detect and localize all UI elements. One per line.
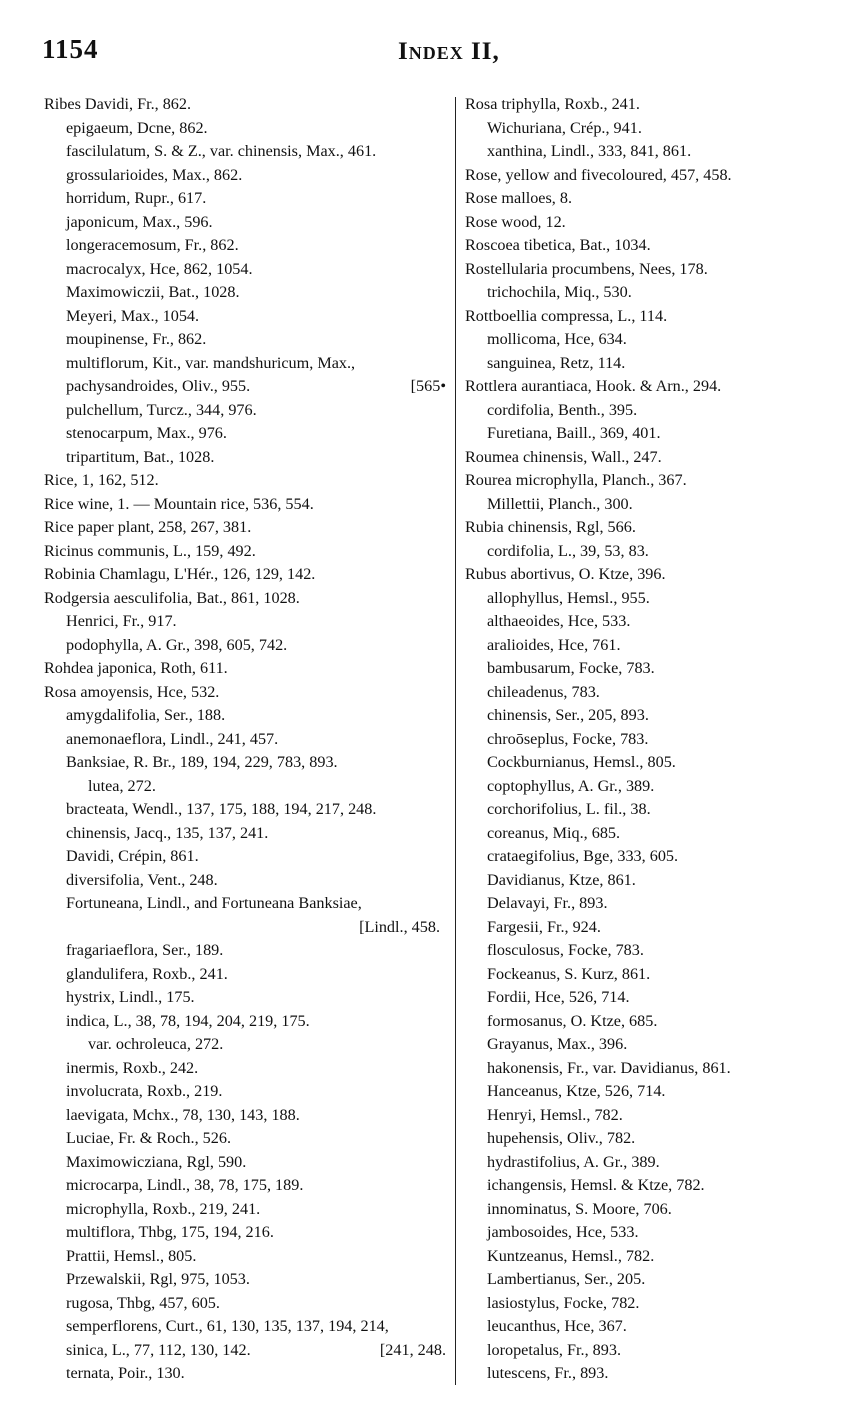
entry-text: innominatus, S. Moore, 706. — [487, 1199, 672, 1218]
entry-text: podophylla, A. Gr., 398, 605, 742. — [66, 635, 288, 654]
index-subentry — [44, 963, 452, 987]
index-subentry — [465, 540, 815, 564]
entry-text: Rose wood, 12. — [465, 212, 566, 231]
index-subentry — [465, 681, 815, 705]
index-subentry — [465, 493, 815, 517]
index-entry-continuation — [44, 916, 452, 940]
index-subentry — [465, 798, 815, 822]
index-entry — [44, 681, 452, 705]
index-subentry — [44, 1104, 452, 1128]
index-subentry — [465, 657, 815, 681]
index-subentry — [44, 822, 452, 846]
index-entry — [465, 211, 815, 235]
entry-text: involucrata, Roxb., 219. — [66, 1082, 223, 1100]
index-subentry — [44, 1127, 452, 1151]
index-entry — [44, 493, 452, 517]
index-subentry — [465, 422, 815, 446]
index-subentry — [465, 1268, 815, 1292]
index-subentry — [44, 869, 452, 893]
index-subentry — [44, 187, 452, 211]
column-divider — [455, 97, 456, 1385]
entry-text: diversifolia, Vent., 248. — [66, 870, 218, 889]
entry-text: Fargesii, Fr., 924. — [487, 917, 601, 936]
index-subentry — [44, 1033, 452, 1057]
entry-text: pachysandroides, Oliv., 955. — [66, 377, 251, 395]
entry-text: Rice paper plant, 258, 267, 381. — [44, 518, 252, 536]
index-entry — [465, 375, 815, 399]
index-subentry — [465, 822, 815, 846]
index-subentry — [44, 422, 452, 446]
entry-text: Hanceanus, Ktze, 526, 714. — [487, 1082, 666, 1100]
index-subentry — [44, 258, 452, 282]
entry-text: bracteata, Wendl., 137, 175, 188, 194, 217, 248. — [66, 800, 377, 818]
index-subentry — [465, 1339, 815, 1363]
page-number: 1154 — [42, 34, 99, 64]
index-subentry — [465, 1221, 815, 1245]
index-subentry — [465, 1362, 815, 1386]
entry-text: ichangensis, Hemsl. & Ktze, 782. — [487, 1176, 705, 1194]
index-subentry — [44, 1292, 452, 1316]
entry-text: pulchellum, Turcz., 344, 976. — [66, 400, 257, 419]
entry-text: Delavayi, Fr., 893. — [487, 894, 608, 912]
index-subentry — [465, 610, 815, 634]
index-subentry — [465, 281, 815, 305]
left-index-column — [44, 93, 452, 1386]
entry-text: lasiostylus, Focke, 782. — [487, 1293, 640, 1312]
index-subentry — [465, 328, 815, 352]
entry-text: lutea, 272. — [88, 776, 156, 795]
index-subentry — [44, 352, 452, 376]
index-entry — [465, 258, 815, 282]
entry-text: Rose, yellow and fivecoloured, 457, 458. — [465, 165, 732, 184]
entry-text: Rubia chinensis, Rgl, 566. — [465, 518, 636, 536]
index-subentry — [465, 634, 815, 658]
index-entry — [44, 657, 452, 681]
entry-text: Furetiana, Baill., 369, 401. — [487, 424, 661, 442]
index-entry — [465, 305, 815, 329]
entry-text: chroōseplus, Focke, 783. — [487, 729, 649, 748]
index-subentry — [465, 1104, 815, 1128]
entry-text: Przewalskii, Rgl, 975, 1053. — [66, 1270, 250, 1288]
index-subentry — [44, 939, 452, 963]
index-subentry — [44, 281, 452, 305]
index-subentry — [465, 963, 815, 987]
entry-text: fragariaeflora, Ser., 189. — [66, 941, 224, 959]
entry-text: indica, L., 38, 78, 194, 204, 219, 175. — [66, 1011, 310, 1030]
index-subentry — [44, 375, 452, 399]
entry-text: formosanus, O. Ktze, 685. — [487, 1011, 658, 1030]
entry-text: Rourea microphylla, Planch., 367. — [465, 471, 687, 489]
entry-text: macrocalyx, Hce, 862, 1054. — [66, 259, 253, 278]
index-subentry — [44, 728, 452, 752]
entry-text: laevigata, Mchx., 78, 130, 143, 188. — [66, 1105, 300, 1124]
index-subentry — [465, 1010, 815, 1034]
index-subentry — [44, 211, 452, 235]
index-subentry — [44, 1080, 452, 1104]
entry-text: chinensis, Ser., 205, 893. — [487, 706, 649, 724]
entry-text: Henryi, Hemsl., 782. — [487, 1105, 623, 1124]
entry-text: chileadenus, 783. — [487, 682, 600, 701]
entry-text: Meyeri, Max., 1054. — [66, 306, 200, 325]
entry-text: microphylla, Roxb., 219, 241. — [66, 1199, 261, 1218]
entry-text: mollicoma, Hce, 634. — [487, 330, 627, 348]
entry-text: stenocarpum, Max., 976. — [66, 424, 227, 442]
index-subentry — [465, 845, 815, 869]
index-subentry — [44, 328, 452, 352]
entry-text: Davidianus, Ktze, 861. — [487, 870, 636, 889]
index-subentry — [44, 140, 452, 164]
entry-text: Ricinus communis, L., 159, 492. — [44, 541, 256, 560]
entry-text: Banksiae, R. Br., 189, 194, 229, 783, 893. — [66, 753, 338, 771]
right-index-column — [465, 93, 815, 1386]
index-subentry — [44, 610, 452, 634]
entry-text: Ribes Davidi, Fr., 862. — [44, 95, 192, 113]
index-subentry — [44, 1362, 452, 1386]
entry-text: amygdalifolia, Ser., 188. — [66, 706, 226, 724]
index-subentry — [44, 892, 452, 916]
index-subentry — [465, 1315, 815, 1339]
running-head-title: Index II, — [398, 38, 500, 65]
index-subentry — [465, 986, 815, 1010]
entry-text: Rottboellia compressa, L., 114. — [465, 306, 668, 325]
entry-text: Rice wine, 1. — Mountain rice, 536, 554. — [44, 494, 314, 513]
entry-text: Cockburnianus, Hemsl., 805. — [487, 753, 676, 771]
index-subentry — [465, 1057, 815, 1081]
index-subentry — [465, 1127, 815, 1151]
entry-text: leucanthus, Hce, 367. — [487, 1317, 627, 1335]
entry-text: Maximowiczii, Bat., 1028. — [66, 283, 240, 301]
index-subentry — [44, 986, 452, 1010]
entry-text: cordifolia, L., 39, 53, 83. — [487, 541, 649, 560]
entry-text: Rosa triphylla, Roxb., 241. — [465, 95, 640, 113]
index-subentry — [44, 446, 452, 470]
entry-text: multiflorum, Kit., var. mandshuricum, Max., — [66, 353, 356, 372]
entry-text: jambosoides, Hce, 533. — [487, 1223, 639, 1241]
index-subentry — [465, 352, 815, 376]
index-subentry — [465, 892, 815, 916]
entry-text: flosculosus, Focke, 783. — [487, 941, 644, 959]
entry-text: [Lindl., 458. — [359, 917, 440, 936]
index-entry — [44, 93, 452, 117]
entry-text: bambusarum, Focke, 783. — [487, 659, 655, 677]
index-subentry — [465, 140, 815, 164]
index-entry — [465, 516, 815, 540]
entry-text: hakonensis, Fr., var. Davidianus, 861. — [487, 1058, 731, 1077]
entry-text: althaeoides, Hce, 533. — [487, 612, 631, 630]
index-subentry — [44, 704, 452, 728]
entry-text: coptophyllus, A. Gr., 389. — [487, 776, 655, 795]
entry-text: Wichuriana, Crép., 941. — [487, 118, 642, 137]
bracketed-continuation: [565• — [410, 377, 446, 395]
index-subentry — [465, 1080, 815, 1104]
index-subentry — [465, 1198, 815, 1222]
entry-text: Rostellularia procumbens, Nees, 178. — [465, 259, 708, 278]
index-subentry — [465, 751, 815, 775]
index-subentry — [465, 399, 815, 423]
index-subentry — [465, 1245, 815, 1269]
entry-text: horridum, Rupr., 617. — [66, 189, 207, 207]
index-subentry — [44, 1268, 452, 1292]
index-entry — [465, 234, 815, 258]
entry-text: var. ochroleuca, 272. — [88, 1035, 224, 1053]
index-entry — [44, 516, 452, 540]
entry-text: epigaeum, Dcne, 862. — [66, 118, 208, 137]
index-subentry — [465, 117, 815, 141]
entry-text: hupehensis, Oliv., 782. — [487, 1129, 636, 1147]
entry-text: Grayanus, Max., 396. — [487, 1035, 628, 1053]
entry-text: Fortuneana, Lindl., and Fortuneana Banksiae, — [66, 894, 362, 912]
index-subentry — [44, 1057, 452, 1081]
entry-text: multiflora, Thbg, 175, 194, 216. — [66, 1223, 274, 1241]
entry-text: Roscoea tibetica, Bat., 1034. — [465, 236, 651, 254]
index-subentry — [44, 1245, 452, 1269]
index-entry — [44, 563, 452, 587]
entry-text: Lambertianus, Ser., 205. — [487, 1270, 646, 1288]
entry-text: Henrici, Fr., 917. — [66, 612, 177, 630]
entry-text: Robinia Chamlagu, L'Hér., 126, 129, 142. — [44, 565, 316, 583]
entry-text: Rice, 1, 162, 512. — [44, 471, 159, 489]
entry-text: coreanus, Miq., 685. — [487, 823, 621, 842]
index-entry — [44, 540, 452, 564]
entry-text: Rottlera aurantiaca, Hook. & Arn., 294. — [465, 377, 722, 395]
entry-text: hystrix, Lindl., 175. — [66, 988, 195, 1006]
entry-text: Fockeanus, S. Kurz, 861. — [487, 964, 651, 983]
entry-text: rugosa, Thbg, 457, 605. — [66, 1293, 220, 1312]
entry-text: xanthina, Lindl., 333, 841, 861. — [487, 142, 692, 160]
entry-text: grossularioides, Max., 862. — [66, 165, 243, 184]
index-subentry — [44, 1221, 452, 1245]
index-entry — [465, 563, 815, 587]
entry-text: Millettii, Planch., 300. — [487, 494, 633, 513]
entry-text: Fordii, Hce, 526, 714. — [487, 988, 630, 1006]
entry-text: moupinense, Fr., 862. — [66, 330, 207, 348]
bracketed-continuation: [241, 248. — [379, 1340, 446, 1359]
index-subentry — [44, 751, 452, 775]
index-subentry — [44, 1151, 452, 1175]
entry-text: allophyllus, Hemsl., 955. — [487, 588, 650, 607]
entry-text: Prattii, Hemsl., 805. — [66, 1246, 197, 1265]
entry-text: sanguinea, Retz, 114. — [487, 353, 626, 372]
index-subentry — [465, 1292, 815, 1316]
entry-text: Roumea chinensis, Wall., 247. — [465, 447, 662, 466]
index-subentry — [44, 634, 452, 658]
entry-text: Davidi, Crépin, 861. — [66, 847, 199, 865]
index-subentry — [44, 775, 452, 799]
entry-text: Luciae, Fr. & Roch., 526. — [66, 1129, 231, 1147]
index-subentry — [465, 587, 815, 611]
index-entry — [465, 469, 815, 493]
entry-text: microcarpa, Lindl., 38, 78, 175, 189. — [66, 1176, 304, 1194]
index-subentry — [465, 775, 815, 799]
entry-text: Rodgersia aesculifolia, Bat., 861, 1028. — [44, 588, 300, 607]
entry-text: anemonaeflora, Lindl., 241, 457. — [66, 729, 279, 748]
entry-text: corchorifolius, L. fil., 38. — [487, 800, 651, 818]
entry-text: aralioides, Hce, 761. — [487, 635, 621, 654]
entry-text: ternata, Poir., 130. — [66, 1364, 185, 1382]
entry-text: Kuntzeanus, Hemsl., 782. — [487, 1246, 655, 1265]
entry-text: sinica, L., 77, 112, 130, 142. — [66, 1340, 251, 1359]
index-subentry — [465, 728, 815, 752]
entry-text: Rose malloes, 8. — [465, 189, 573, 207]
index-subentry — [44, 164, 452, 188]
entry-text: semperflorens, Curt., 61, 130, 135, 137, 194, 214, — [66, 1317, 389, 1335]
entry-text: tripartitum, Bat., 1028. — [66, 447, 215, 466]
index-subentry — [44, 1198, 452, 1222]
entry-text: Rosa amoyensis, Hce, 532. — [44, 682, 220, 701]
index-subentry — [465, 704, 815, 728]
entry-text: glandulifera, Roxb., 241. — [66, 964, 228, 983]
index-subentry — [44, 1339, 452, 1363]
entry-text: Maximowicziana, Rgl, 590. — [66, 1152, 247, 1171]
entry-text: chinensis, Jacq., 135, 137, 241. — [66, 823, 269, 842]
index-entry — [44, 587, 452, 611]
entry-text: japonicum, Max., 596. — [66, 212, 213, 231]
index-subentry — [44, 305, 452, 329]
entry-text: Rubus abortivus, O. Ktze, 396. — [465, 565, 666, 583]
index-subentry — [465, 1033, 815, 1057]
index-entry — [465, 93, 815, 117]
index-entry — [465, 164, 815, 188]
index-subentry — [465, 869, 815, 893]
index-subentry — [44, 399, 452, 423]
entry-text: fascilulatum, S. & Z., var. chinensis, Max., 461. — [66, 142, 377, 160]
index-subentry — [44, 1174, 452, 1198]
entry-text: hydrastifolius, A. Gr., 389. — [487, 1152, 660, 1171]
index-subentry — [465, 1174, 815, 1198]
index-subentry — [44, 117, 452, 141]
entry-text: trichochila, Miq., 530. — [487, 283, 632, 301]
index-subentry — [44, 234, 452, 258]
index-subentry — [465, 939, 815, 963]
index-entry — [465, 187, 815, 211]
entry-text: inermis, Roxb., 242. — [66, 1058, 199, 1077]
index-subentry — [44, 1315, 452, 1339]
index-subentry — [44, 798, 452, 822]
index-subentry — [44, 1010, 452, 1034]
entry-text: cordifolia, Benth., 395. — [487, 400, 638, 419]
entry-text: crataegifolius, Bge, 333, 605. — [487, 847, 679, 865]
index-entry — [44, 469, 452, 493]
entry-text: longeracemosum, Fr., 862. — [66, 236, 239, 254]
index-subentry — [465, 1151, 815, 1175]
index-subentry — [44, 845, 452, 869]
index-entry — [465, 446, 815, 470]
entry-text: loropetalus, Fr., 893. — [487, 1340, 621, 1359]
index-subentry — [465, 916, 815, 940]
entry-text: Rohdea japonica, Roth, 611. — [44, 659, 228, 677]
entry-text: lutescens, Fr., 893. — [487, 1364, 609, 1382]
